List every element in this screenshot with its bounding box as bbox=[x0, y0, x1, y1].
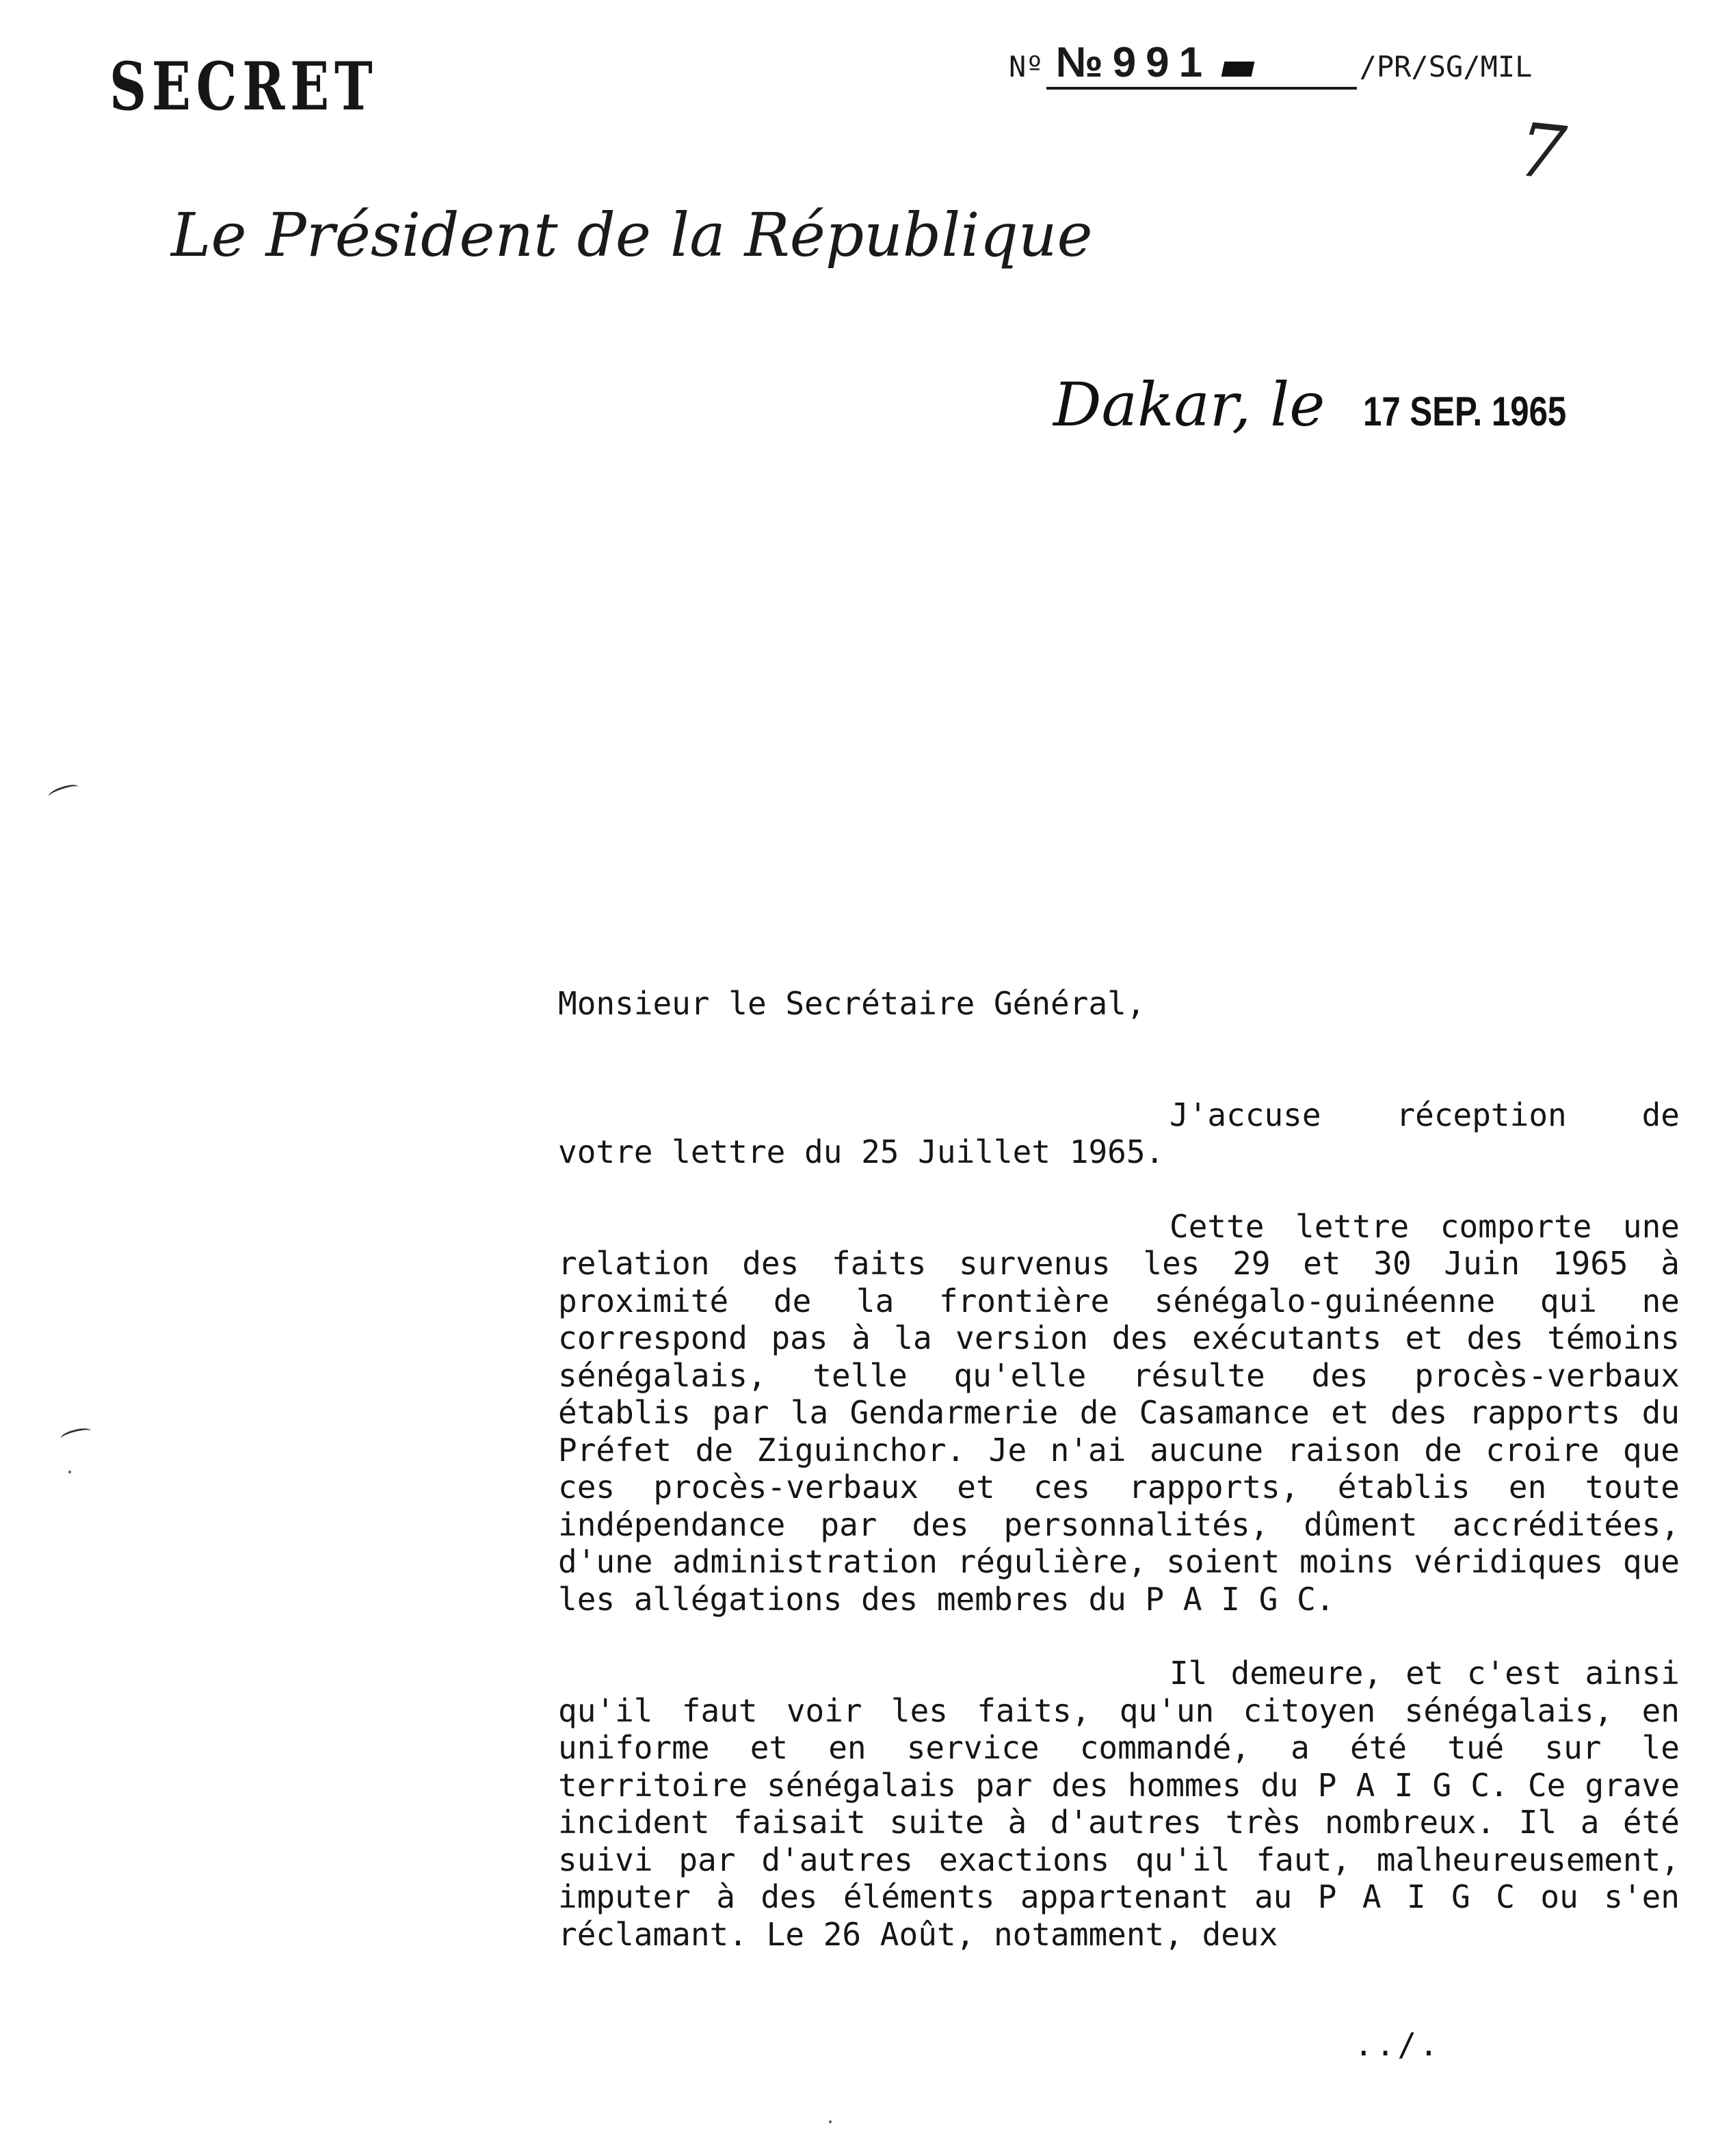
margin-mark bbox=[47, 782, 80, 801]
reference-suffix: /PR/SG/MIL bbox=[1359, 50, 1533, 83]
scan-speck bbox=[829, 2120, 832, 2123]
margin-mark bbox=[60, 1426, 92, 1444]
paragraph-incident: Il demeure, et c'est ainsi qu'il faut voir les faits, qu'un citoyen sénégalais, en uniforme et en service commandé, a été tué sur le territoire sénégalais par des hommes du P A I G C. Ce grave incident faisait suite à d'autres très nombreux. Il a été suivi par d'autres exactions qu'il faut, malheureusement, imputer à des éléments appartenant au P A I G C ou s'en réclamant. Le 26 Août, notamment, deux bbox=[558, 1655, 1680, 1953]
place-date-line bbox=[1053, 369, 1611, 440]
letterhead: Le Président de la République bbox=[171, 200, 1093, 270]
paragraph-acknowledgement: J'accuse réception de votre lettre du 25 Juillet 1965. bbox=[558, 1096, 1680, 1170]
place-label: Dakar, le bbox=[1053, 369, 1325, 440]
reference-number-value: №991 bbox=[1055, 39, 1213, 86]
reference-number-field bbox=[1046, 38, 1357, 90]
classification-stamp: SECRET bbox=[109, 48, 378, 125]
reference-number bbox=[1009, 38, 1532, 90]
paragraph-facts: Cette lettre comporte une relation des faits survenus les 29 et 30 Juin 1965 à proximité de la frontière sénégalo-guinéenne qui ne correspond pas à la version des exécutants et des témoins sénégalais, telle qu'elle résulte des procès-verbaux établis par la Gendarmerie de Casamance et des rapports du Préfet de Ziguinchor. Je n'ai aucune raison de croire que ces procès-verbaux et ces rapports, établis en toute indépendance par des personnalités, dûment accréditées, d'une administration régulière, soient moins véridiques que les allégations des membres du P A I G C. bbox=[558, 1207, 1680, 1618]
date-stamp: 17 SEP. 1965 bbox=[1363, 389, 1567, 434]
salutation: Monsieur le Secrétaire Général, bbox=[558, 985, 1146, 1022]
handwritten-annotation: 7 bbox=[1514, 107, 1570, 198]
ink-mark-icon bbox=[1221, 62, 1255, 77]
scan-speck bbox=[68, 1471, 71, 1473]
continuation-marker: ../. bbox=[1354, 2026, 1441, 2063]
letter-body bbox=[558, 985, 1680, 1953]
reference-prefix: Nº bbox=[1009, 50, 1044, 83]
